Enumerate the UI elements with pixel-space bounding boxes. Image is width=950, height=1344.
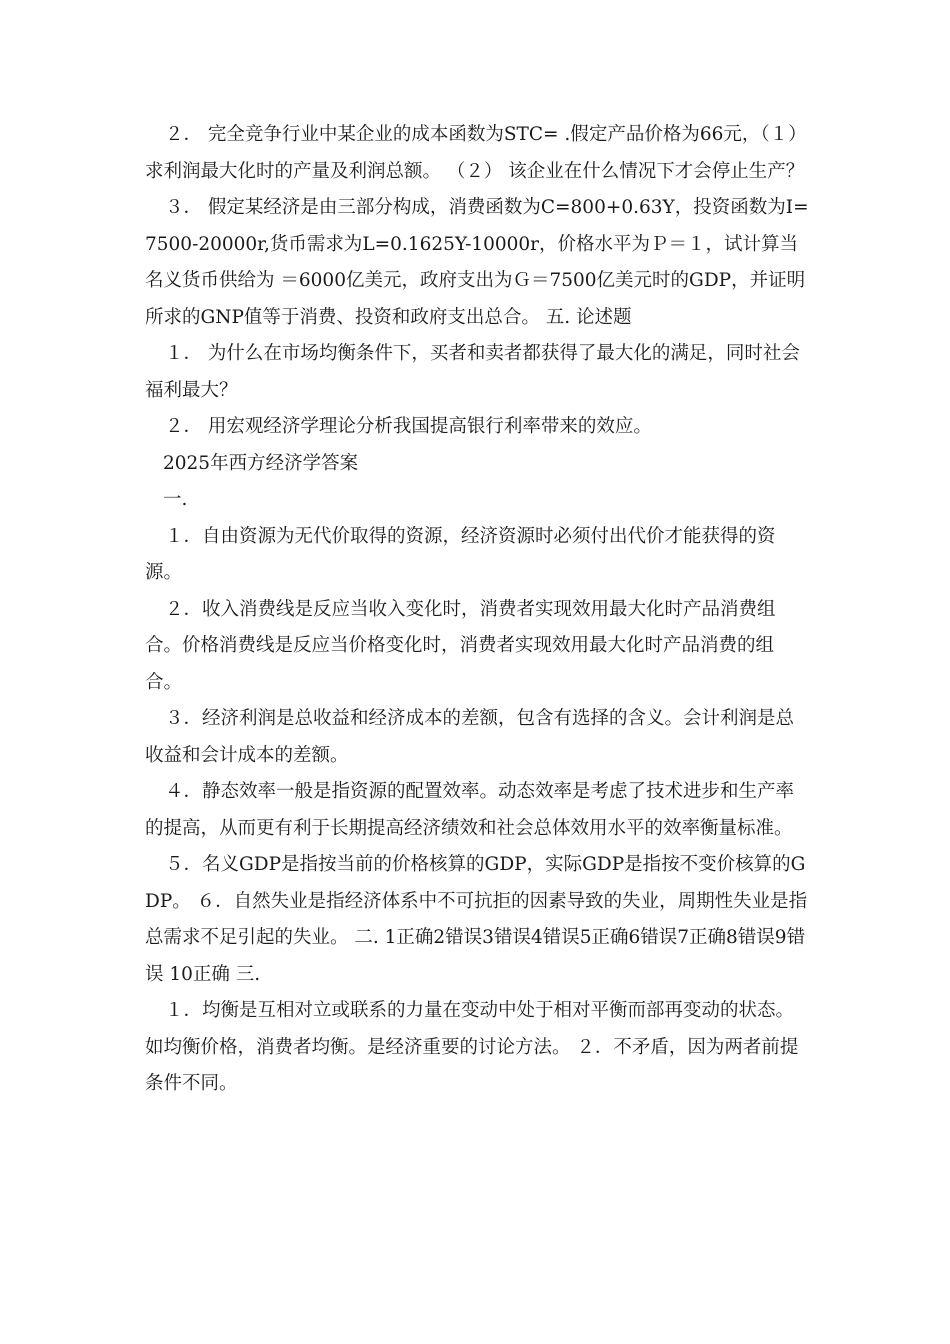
answer-title: 2025年西方经济学答案	[163, 452, 359, 474]
question-2-paragraph: ２． 完全竞争行业中某企业的成本函数为STC= .假定产品价格为66元，（１） 求利润最大化时的产量及利润总额。 （２） 该企业在什么情况下才会停止生产？	[145, 124, 807, 182]
essay-question-1-paragraph: １． 为什么在市场均衡条件下，买者和卖者都获得了最大化的满足，同时社会福利最大？	[145, 343, 800, 401]
question-3-paragraph: ３． 假定某经济是由三部分构成，消费函数为C=800+0.63Y，投资函数为I=7500-20000r,货币需求为L=0.1625Y-10000r，价格水平为Ｐ＝１，试计算当名义货币供给为 ＝6000亿美元，政府支出为Ｇ＝7500亿美元时的GDP，并证明所求的GNP值等于消费、投资和政府支出总合。 五. 论述题	[145, 197, 809, 328]
section-one-heading: 一.	[163, 489, 188, 510]
essay-question-2-paragraph: ２． 用宏观经济学理论分析我国提高银行利率带来的效应。	[165, 416, 652, 437]
answer-section-three-paragraph: １．均衡是互相对立或联系的力量在变动中处于相对平衡而部再变动的状态。如均衡价格，消费者均衡。是经济重要的讨论方法。 ２．不矛盾，因为两者前提条件不同。	[145, 1000, 799, 1094]
answer-1-paragraph: １．自由资源为无代价取得的资源，经济资源时必须付出代价才能获得的资源。	[145, 525, 776, 583]
answer-2-paragraph: ２．收入消费线是反应当收入变化时，消费者实现效用最大化时产品消费组合。价格消费线是反应当价格变化时，消费者实现效用最大化时产品消费的组合。	[145, 598, 776, 693]
document-body	[145, 117, 810, 1103]
answer-4-paragraph: ４．静态效率一般是指资源的配置效率。动态效率是考虑了技术进步和生产率的提高，从而更有利于长期提高经济绩效和社会总体效用水平的效率衡量标准。	[145, 781, 795, 839]
answer-3-paragraph: ３．经济利润是总收益和经济成本的差额，包含有选择的含义。会计利润是总收益和会计成本的差额。	[145, 708, 795, 766]
answer-5-paragraph: ５．名义GDP是指按当前的价格核算的GDP，实际GDP是指按不变价核算的GDP。 ６．自然失业是指经济体系中不可抗拒的因素导致的失业，周期性失业是指总需求不足引起的失业。 二. 1正确2错误3错误4错误5正确6错误7正确8错误9错误 10正确 三.	[145, 854, 808, 985]
